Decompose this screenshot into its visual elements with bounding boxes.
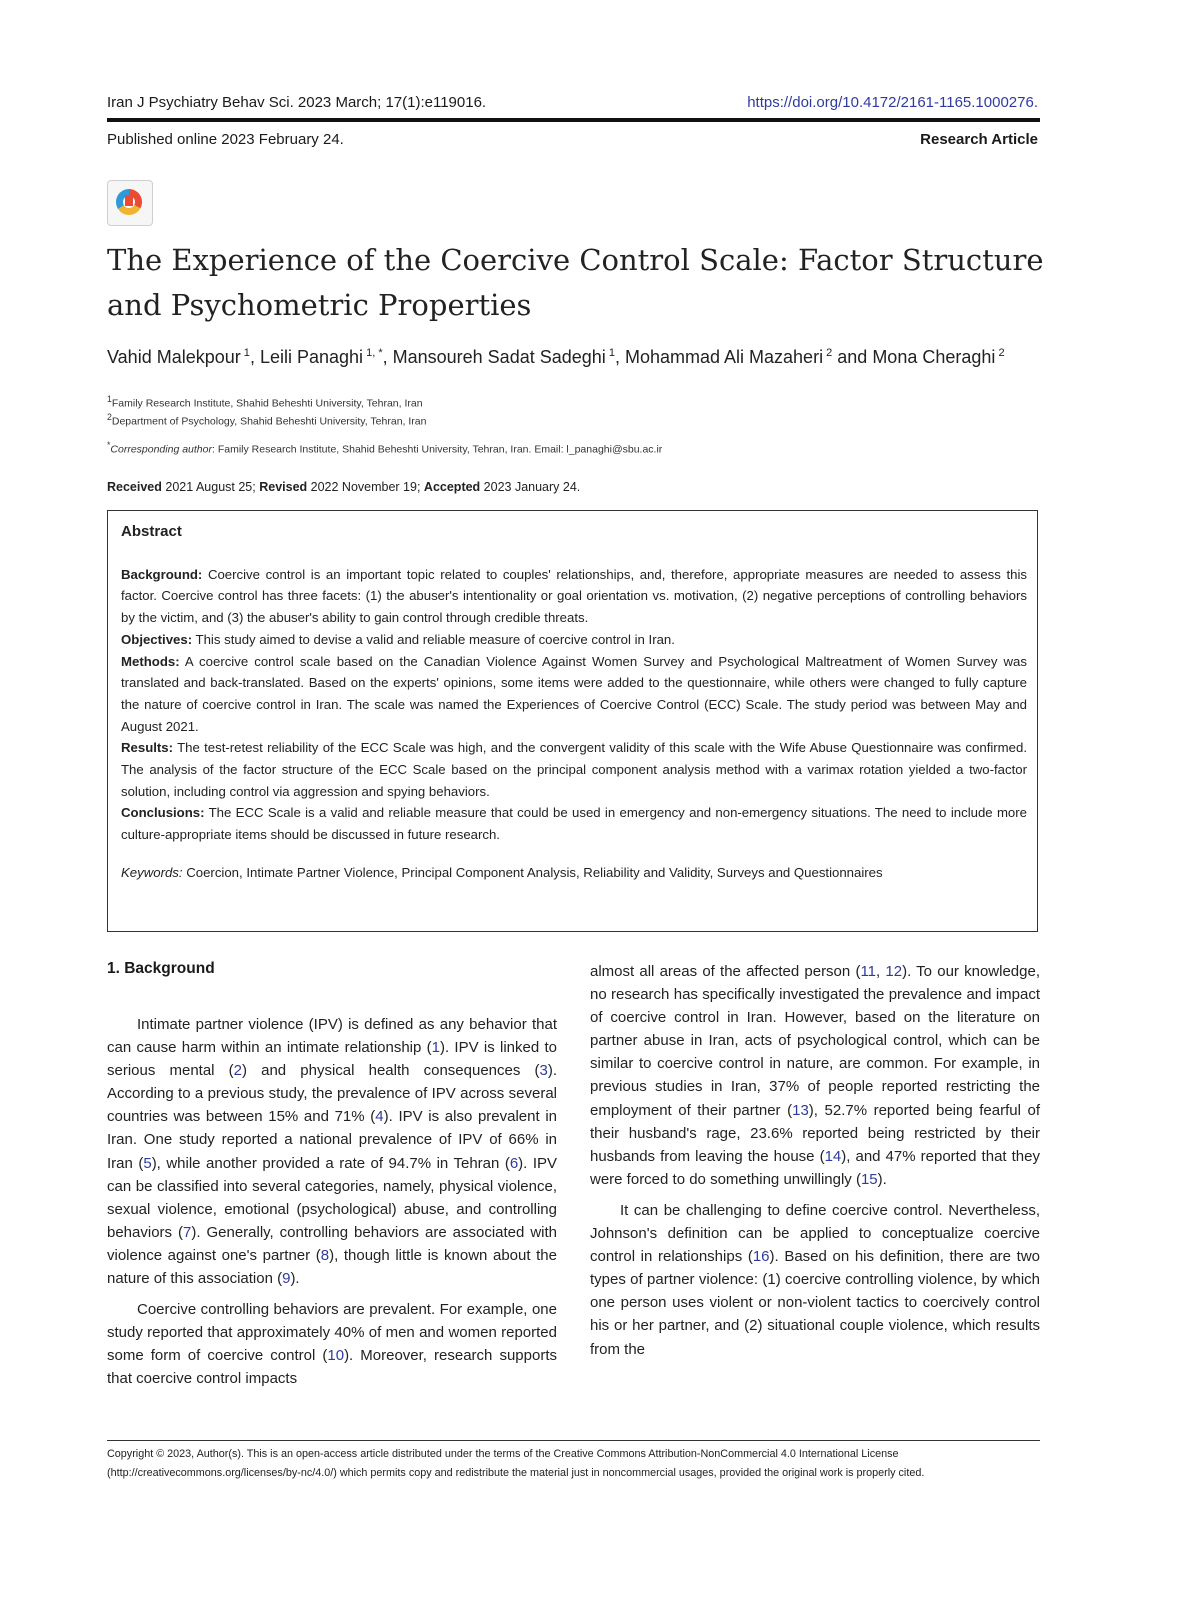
body-text: It can be challenging to define coercive control. Nevertheless, Johnson's definition can be applied to conceptualize coercive control in relationships ( (590, 1201, 1040, 1266)
citation-link[interactable]: 5 (143, 1154, 152, 1172)
author-affiliation-marker: 2 (823, 347, 833, 359)
body-paragraph (107, 1013, 557, 1290)
abstract-methods: Methods: A coercive control scale based on the Canadian Violence Against Women Survey and Psychological Maltreatment of Women Survey was translated and back-translated. Based on the experts' opinions, some items were added to the questionnaire, while others were changed to fully capture the nature of coercive control in Iran. The scale was named the Experiences of Coercive Control (ECC) Scale. The study period was between May and August 2021. (121, 653, 1027, 734)
body-text: Coercive controlling behaviors are prevalent. For example, one study reported that approximately 40% of men and women reported some form of coercive control ( (107, 1301, 557, 1365)
body-text: ), and 47% reported that they were forced to do something unwillingly ( (590, 1147, 1040, 1188)
abstract-conclusions: Conclusions: The ECC Scale is a valid and reliable measure that could be used in emergency and non-emergency situations. The need to include more culture-appropriate items should be discussed in future research. (121, 805, 1027, 843)
affiliation-1: $^1$Family Research Institute, Shahid Beheshti University, Tehran, Iran (107, 394, 423, 410)
author-affiliation-marker: 1 (240, 347, 250, 359)
abstract-heading: Abstract (121, 523, 182, 540)
citation-link[interactable]: 8 (320, 1246, 330, 1264)
author-name: Vahid Malekpour (107, 347, 241, 367)
citation-link[interactable]: 9 (282, 1270, 291, 1288)
body-right-column (590, 960, 1040, 1361)
citation-link[interactable]: 14 (824, 1147, 842, 1165)
body-text: ). Generally, controlling behaviors are associated with violence against one's partner ( (107, 1223, 557, 1264)
body-text: ) and physical health consequences ( (241, 1062, 540, 1080)
citation-link[interactable]: 10 (327, 1347, 345, 1365)
body-paragraph (590, 1199, 1040, 1361)
citation-link[interactable]: 16 (752, 1248, 770, 1266)
body-text: ). According to a previous study, the prevalence of IPV across several countries was between 15% and 71% ( (107, 1062, 557, 1126)
body-text: ). (877, 1170, 887, 1188)
body-text: Intimate partner violence (IPV) is defined as any behavior that can cause harm within an intimate relationship ( (107, 1016, 557, 1057)
journal-citation: Iran J Psychiatry Behav Sci. 2023 March; 17(1):e119016. (107, 94, 487, 111)
body-text: ). Moreover, research supports that coercive control impacts (107, 1347, 557, 1388)
article-type: Research Article (920, 131, 1038, 148)
body-paragraph (590, 960, 1040, 1191)
body-text: ). Based on his definition, there are two types of partner violence: (1) coercive controlling violence, by which one person uses violent or non-violent tactics to coercively control his or her partner, and (2) situational couple violence, which results from the (590, 1248, 1040, 1358)
corresponding-author: *Corresponding author: Family Research Institute, Shahid Beheshti University, Tehran, Iran. Email: l_panaghi@sbu.ac.ir (107, 440, 663, 456)
section-heading: 1. Background (107, 960, 215, 977)
author-name: Mansoureh Sadat Sadeghi (392, 347, 606, 367)
footer-rule (107, 1440, 1040, 1441)
published-date: Published online 2023 February 24. (107, 131, 344, 148)
author-name: Mohammad Ali Mazaheri (624, 347, 824, 367)
body-text: ). IPV is linked to serious mental ( (107, 1039, 557, 1080)
citation-link[interactable]: 6 (509, 1154, 519, 1172)
citation-link[interactable]: 12 (885, 963, 903, 980)
author-name: Mona Cheraghi (872, 347, 996, 367)
body-left-column (107, 1013, 557, 1391)
abstract-keywords: Keywords: Coercion, Intimate Partner Violence, Principal Component Analysis, Reliability and Validity, Surveys and Questionnaires (121, 864, 883, 880)
citation-link[interactable]: 15 (860, 1170, 878, 1188)
abstract-objectives: Objectives: This study aimed to devise a valid and reliable measure of coercive control in Iran. (121, 631, 675, 647)
abstract-box (107, 510, 1038, 932)
citation-link[interactable]: 1 (431, 1039, 440, 1057)
body-text: ). IPV is also prevalent in Iran. One study reported a national prevalence of IPV of 66% in Iran ( (107, 1108, 557, 1172)
body-text: ), while another provided a rate of 94.7% in Tehran ( (151, 1154, 510, 1172)
body-text: ). IPV can be classified into several categories, namely, physical violence, sexual violence, emotional (psychological) abuse, and controlling behaviors ( (107, 1154, 557, 1241)
author-list: Vahid Malekpour $^1$, Leili Panaghi $^{1, *}$, Mansoureh Sadat Sadeghi $^1$, Mohammad Ali Mazaheri $^2$ and Mona Cheraghi $^2$ (107, 347, 1005, 367)
doi-link[interactable]: https://doi.org/10.4172/2161-1165.1000276. (747, 94, 1038, 111)
author-affiliation-marker: 1 (605, 347, 615, 359)
affiliation-2: $^2$Department of Psychology, Shahid Beheshti University, Tehran, Iran (107, 412, 427, 428)
author-name: Leili Panaghi (259, 347, 364, 367)
citation-link[interactable]: 3 (539, 1062, 548, 1080)
citation-link[interactable]: 4 (375, 1108, 384, 1126)
abstract-results: Results: The test-retest reliability of the ECC Scale was high, and the convergent validity of this scale with the Wife Abuse Questionnaire was confirmed. The analysis of the factor structure of the ECC Scale based on the principal component analysis method with a varimax rotation yielded a two-factor solution, including control via aggression and spying behaviors. (121, 740, 1027, 799)
body-text: , (876, 963, 886, 980)
abstract-background: Background: Coercive control is an important topic related to couples' relationships, and, therefore, appropriate measures are needed to assess this factor. Coercive control has three facets: (1) the abuser's intentionality or goal orientation vs. motivation, (2) negative perceptions of controlling behaviors by the victim, and (3) the abuser's ability to gain control through credible threats. (121, 566, 1027, 626)
article-dates: Received 2021 August 25; Revised 2022 November 19; Accepted 2023 January 24. (107, 480, 581, 494)
author-affiliation-marker: 1, * (363, 347, 383, 359)
body-text: ), 52.7% reported being fearful of their husband's rage, 23.6% reported being restricted by their husbands from leaving the house ( (590, 1101, 1040, 1165)
citation-link[interactable]: 7 (183, 1223, 192, 1241)
citation-link[interactable]: 13 (792, 1101, 809, 1119)
citation-link[interactable]: 2 (233, 1062, 242, 1080)
article-title: The Experience of the Coercive Control Scale: Factor Structure and Psychometric Properties (107, 243, 1044, 322)
body-text: almost all areas of the affected person ( (590, 963, 861, 980)
body-text: ), though little is known about the nature of this association ( (107, 1246, 557, 1288)
body-paragraph (107, 1298, 557, 1390)
crossmark-icon[interactable] (107, 180, 153, 226)
copyright-notice: Copyright © 2023, Author(s). This is an open-access article distributed under the terms of the Creative Commons Attribution-NonCommercial 4.0 International License (http://creativecommons.org/licenses/by-nc/4.0/) which permits copy and redistribute the material just in noncommercial usages, provided the original work is properly cited. (107, 1448, 925, 1479)
author-affiliation-marker: 2 (995, 347, 1005, 359)
body-text: ). (290, 1270, 300, 1288)
header-rule (107, 118, 1040, 122)
citation-link[interactable]: 11 (860, 963, 877, 980)
body-text: ). To our knowledge, no research has specifically investigated the prevalence and impact of coercive control in Iran. However, based on the literature on partner abuse in Iran, acts of psychological control, which can be similar to coercive control in nature, are common. For example, in previous studies in Iran, 37% of people reported restricting the employment of their partner ( (590, 963, 1040, 1119)
